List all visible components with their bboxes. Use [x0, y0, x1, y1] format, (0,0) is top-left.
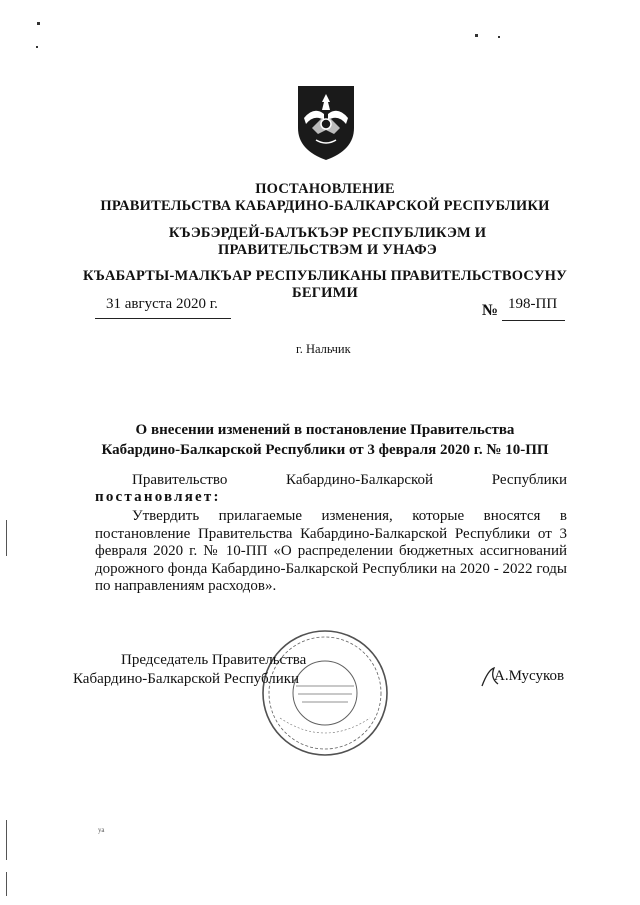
scan-speck	[475, 34, 478, 37]
org-name-karachay-line1: КЪАБАРТЫ-МАЛКЪАР РЕСПУБЛИКАНЫ ПРАВИТЕЛЬСТВОСУНУ	[83, 268, 567, 284]
signatory-position	[73, 651, 306, 689]
number-sign: №	[482, 302, 499, 319]
document-title-line1: О внесении изменений в постановление Правительства	[135, 422, 515, 438]
signatory-name: А.Мусуков	[494, 668, 565, 684]
org-name-russian: ПРАВИТЕЛЬСТВА КАБАРДИНО-БАЛКАРСКОЙ РЕСПУБЛИКИ	[100, 198, 550, 214]
scan-speck	[498, 36, 500, 38]
scan-speck	[36, 46, 38, 48]
signatory-position-line1: Председатель Правительства	[121, 652, 307, 668]
document-number: 198-ПП	[508, 296, 558, 312]
number-underline	[502, 320, 565, 321]
footer-mark: уа	[98, 826, 105, 834]
org-name-karachay-line2: БЕГИМИ	[292, 285, 358, 301]
paragraph-approve-changes: Утвердить прилагаемые изменения, которые вносятся в постановление Правительства Кабардино-Балкарской Республики от 3 февраля 2020 г. № 10-ПП «О распределении бюджетных ассигнований дорожного фонда Кабардино-Балкарской Республики на 2020 - 2022 годы по направлениям расходов».	[95, 508, 567, 594]
signatory-position-line2: Кабардино-Балкарской Республики	[73, 671, 300, 687]
scan-speck	[37, 22, 40, 25]
org-name-kabardian: КЪЭБЭРДЕЙ-БАЛЪКЪЭР РЕСПУБЛИКЭМ И ПРАВИТЕЛЬСТВЭМ И УНАФЭ	[168, 225, 487, 258]
paragraph-resolves: постановляет:	[95, 489, 221, 505]
date-underline	[95, 318, 231, 319]
scan-edge-mark	[6, 820, 7, 860]
document-city: г. Нальчик	[296, 342, 351, 356]
scan-edge-mark	[6, 520, 7, 556]
document-title-line2: Кабардино-Балкарской Республики от 3 февраля 2020 г. № 10-ПП	[101, 442, 549, 458]
paragraph-government: Правительство Кабардино-Балкарской Республики	[132, 472, 567, 488]
coat-of-arms-emblem	[294, 84, 358, 162]
doc-type-title: ПОСТАНОВЛЕНИЕ	[255, 181, 395, 197]
document-title	[60, 420, 590, 460]
official-seal-stamp	[260, 628, 390, 758]
scan-edge-mark	[6, 872, 7, 896]
document-date: 31 августа 2020 г.	[106, 296, 218, 312]
